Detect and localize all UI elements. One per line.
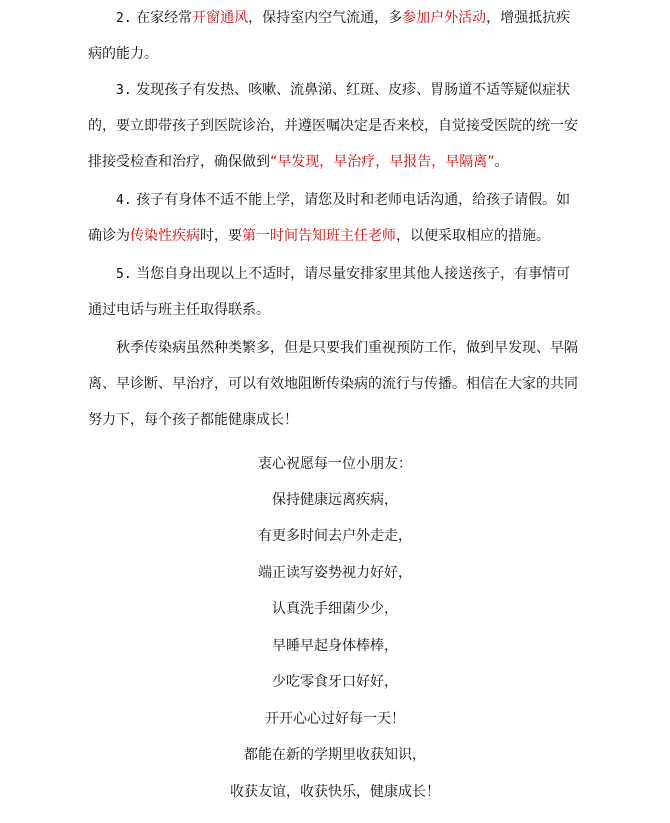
summary-line-3: 努力下，每个孩子都能健康成长！ [88, 412, 298, 428]
item-5-line-1: 5. 当您自身出现以上不适时，请尽量安排家里其他人接送孩子，有事情可 [116, 266, 571, 282]
item-number: 5. [116, 267, 132, 282]
poem-line: 早睡早起身体棒棒， [272, 638, 398, 654]
poem-line: 开开心心过好每一天！ [265, 711, 405, 727]
item-5 [88, 256, 600, 328]
poem-line: 端正读写姿势视力好好， [258, 565, 412, 581]
item-3-line-3: 排接受检查和治疗，确保做到“早发现，早治疗，早报告，早隔离”。 [88, 154, 509, 170]
item-5-line-2: 通过电话与班主任取得联系。 [88, 302, 270, 318]
poem-line: 衷心祝愿每一位小朋友： [258, 456, 412, 472]
item-3 [88, 72, 600, 180]
item-4 [88, 182, 600, 254]
summary-paragraph [88, 330, 600, 438]
poem-line: 有更多时间去户外走走， [258, 528, 412, 544]
item-2-line-2: 病的能力。 [88, 46, 158, 62]
item-3-line-1: 3. 发现孩子有发热、咳嗽、流鼻涕、红斑、皮疹、胃肠道不适等疑似症状 [116, 82, 571, 98]
poem-line: 保持健康远离疾病， [272, 492, 398, 508]
item-number: 2. [116, 11, 132, 26]
highlight-text: 开窗通风 [192, 10, 249, 26]
item-2 [88, 0, 600, 72]
poem-line: 都能在新的学期里收获知识， [244, 747, 426, 763]
poem-line: 收获友谊，收获快乐，健康成长！ [230, 784, 440, 800]
item-4-line-1: 4. 孩子有身体不适不能上学，请您及时和老师电话沟通，给孩子请假。如 [116, 192, 571, 208]
summary-line-2: 离、早诊断、早治疗，可以有效地阻断传染病的流行与传播。相信在大家的共同 [88, 376, 578, 392]
poem-line: 少吃零食牙口好好， [272, 674, 398, 690]
summary-line-1: 秋季传染病虽然种类繁多，但是只要我们重视预防工作，做到早发现、早隔 [116, 340, 578, 356]
item-3-line-2: 的，要立即带孩子到医院诊治，并遵医嘱决定是否来校，自觉接受医院的统一安 [88, 118, 578, 134]
highlight-text: “早发现，早治疗，早报告，早隔离” [270, 154, 495, 170]
poem-line: 认真洗手细菌少少， [272, 601, 398, 617]
item-2-line-1: 2. 在家经常开窗通风，保持室内空气流通，多参加户外活动，增强抵抗疾 [116, 10, 571, 26]
highlight-text: 参加户外活动 [402, 10, 487, 26]
highlight-text: 传染性疾病 [130, 228, 200, 244]
item-4-line-2: 确诊为传染性疾病时，要第一时间告知班主任老师，以便采取相应的措施。 [88, 228, 550, 244]
item-number: 3. [116, 83, 132, 98]
highlight-text: 第一时间告知班主任老师 [242, 228, 396, 244]
item-number: 4. [116, 193, 132, 208]
